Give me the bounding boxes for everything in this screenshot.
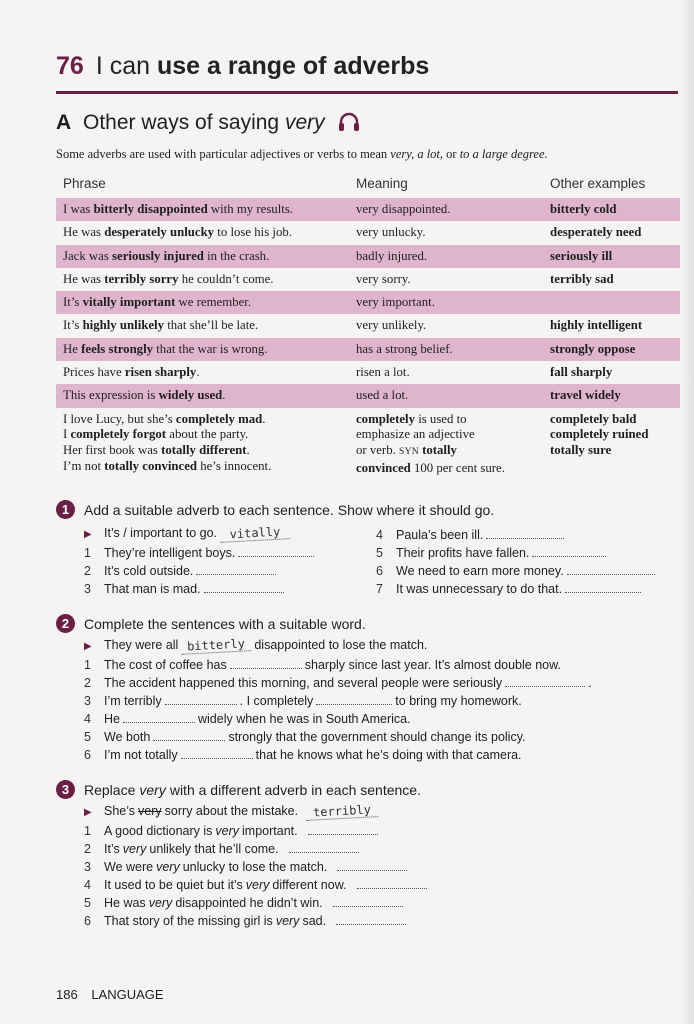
question-text: I’m terribly — [104, 694, 162, 708]
item-number: 4 — [376, 528, 383, 542]
meaning-bold: convinced — [356, 461, 411, 476]
last-meaning-cell — [356, 412, 505, 477]
section-a-heading — [56, 111, 360, 138]
phrase-bold: totally different — [161, 443, 247, 458]
item-number: 6 — [84, 914, 91, 928]
item-number: 4 — [84, 878, 91, 892]
answer-blank[interactable] — [308, 822, 378, 835]
question-text: Paula’s been ill. — [396, 528, 484, 542]
table-row — [56, 291, 680, 314]
question-text: It used to be quiet but it’s — [104, 878, 243, 892]
question-text: She’s — [104, 804, 136, 818]
exercise-item — [84, 894, 406, 910]
question-text: strongly that the government should change its policy. — [228, 730, 526, 744]
answer-blank[interactable] — [230, 656, 302, 669]
question-text: The cost of coffee has — [104, 658, 227, 672]
item-number: 6 — [376, 564, 383, 578]
phrase-bold: bitterly disappointed — [93, 202, 208, 216]
exercise-item — [84, 858, 410, 874]
phrase-text: we remember. — [175, 295, 252, 310]
question-text: that he knows what he’s doing with that camera. — [255, 748, 522, 762]
phrase-bold: completely forgot — [70, 427, 167, 442]
phrase-cell — [63, 202, 293, 217]
example-cell: bitterly cold — [550, 202, 617, 216]
question-italic: very — [122, 842, 147, 856]
phrase-text: that she’ll be late. — [164, 318, 259, 333]
phrase-text: . — [246, 443, 250, 458]
phrase-text: . — [196, 365, 200, 380]
exercise-instruction: Complete the sentences with a suitable word. — [84, 615, 366, 632]
phrase-bold: desperately unlucky — [104, 225, 215, 240]
exercise-item — [84, 876, 430, 892]
question-text: That man is mad. — [104, 582, 201, 596]
phrase-text: in the crash. — [203, 248, 270, 263]
phrase-text: that the war is wrong. — [153, 341, 268, 356]
footer-section: LANGUAGE — [91, 987, 164, 1002]
exercise-item — [84, 710, 411, 726]
example-cell: terribly sad — [550, 271, 614, 286]
meaning-text: 100 per cent sure. — [410, 461, 505, 476]
table-row — [56, 361, 680, 384]
exercise-2-example — [84, 638, 427, 653]
exercise-item — [376, 544, 609, 560]
question-text: disappointed he didn’t win. — [175, 896, 323, 910]
exercise-item — [84, 562, 279, 578]
item-number: 2 — [84, 842, 91, 856]
answer-blank[interactable] — [165, 692, 237, 705]
struck-word: very — [138, 804, 162, 818]
question-text: A good dictionary is — [104, 824, 213, 838]
section-heading-italic: very — [284, 111, 325, 134]
example-cell: seriously ill — [550, 248, 613, 263]
exercise-item — [84, 580, 287, 596]
header-phrase: Phrase — [63, 176, 106, 191]
question-italic: very — [215, 824, 240, 838]
example-text: completely ruined — [550, 427, 649, 442]
exercise-item — [84, 822, 381, 838]
phrase-text: It’s — [63, 295, 83, 310]
table-header — [56, 176, 680, 194]
phrase-bold: vitally important — [82, 295, 176, 310]
exercise-number: 1 — [56, 500, 75, 519]
answer-blank[interactable] — [532, 544, 606, 557]
exercise-item — [84, 674, 592, 690]
item-number: 2 — [84, 676, 91, 690]
meaning-text: or verb. — [356, 443, 399, 458]
answer-blank[interactable] — [565, 580, 641, 593]
example-cell: highly intelligent — [550, 318, 643, 333]
section-letter: A — [56, 111, 72, 134]
phrase-cell — [63, 272, 274, 287]
phrase-text: I — [63, 427, 71, 442]
exercise-1-heading — [56, 500, 494, 519]
unit-title-bold: use a range of adverbs — [156, 52, 430, 80]
page-footer — [56, 987, 164, 1002]
question-text: He — [104, 712, 120, 726]
question-text: I’m not totally — [104, 748, 178, 762]
phrase-cell — [63, 295, 251, 310]
question-text: widely when he was in South America. — [197, 712, 411, 726]
table-row — [56, 384, 680, 407]
page-title — [56, 52, 429, 81]
meaning-text: is used to — [415, 411, 467, 426]
question-text: It’s — [104, 842, 120, 856]
headphones-icon[interactable] — [338, 112, 360, 138]
phrase-text: . — [222, 388, 226, 403]
exercise-item — [376, 526, 567, 542]
phrase-text: Jack was — [63, 248, 113, 263]
phrase-text: to lose his job. — [214, 225, 292, 240]
unit-prefix: I can — [95, 52, 151, 80]
item-number: 3 — [84, 860, 91, 874]
answer-blank[interactable] — [123, 710, 195, 723]
phrase-cell — [63, 318, 258, 333]
title-rule — [56, 91, 678, 94]
exercise-instruction: Add a suitable adverb to each sentence. Show where it should go. — [84, 501, 495, 518]
phrase-text: . — [262, 411, 266, 426]
answer-blank[interactable] — [357, 876, 427, 889]
intro-example-1: very, a lot, — [390, 147, 444, 161]
exercise-item — [84, 544, 317, 560]
question-italic: very — [148, 896, 173, 910]
question-text: disappointed to lose the match. — [254, 638, 428, 652]
phrase-text: Prices have — [63, 365, 125, 380]
question-text: It’s cold outside. — [104, 564, 194, 578]
answer-blank[interactable] — [567, 562, 655, 575]
answer-field[interactable]: vitally — [220, 524, 291, 543]
meaning-cell: used a lot. — [356, 388, 409, 403]
question-text: They’re intelligent boys. — [104, 546, 236, 560]
example-arrow-icon: ▶ — [84, 641, 92, 652]
phrase-text: I’m not — [63, 459, 105, 474]
answer-blank[interactable] — [316, 692, 392, 705]
exercise-number: 2 — [56, 614, 75, 633]
exercise-number: 3 — [56, 780, 75, 799]
meaning-bold: completely — [356, 411, 415, 426]
answer-blank[interactable] — [486, 526, 564, 539]
meaning-bold: totally — [422, 443, 457, 458]
intro-or: or — [446, 147, 457, 161]
question-text: to bring my homework. — [395, 694, 522, 708]
question-text: . I completely — [239, 694, 314, 708]
exercise-item — [84, 912, 409, 928]
question-text: sad. — [302, 914, 327, 928]
answer-blank[interactable] — [505, 674, 585, 687]
phrase-cell — [63, 388, 225, 403]
answer-blank[interactable] — [196, 562, 276, 575]
question-italic: very — [245, 878, 270, 892]
example-cell: travel widely — [550, 388, 621, 403]
phrase-bold: completely mad — [175, 411, 263, 426]
question-italic: very — [156, 860, 180, 874]
phrase-text: It’s — [63, 318, 83, 333]
example-cell: desperately need — [550, 225, 642, 240]
table-row — [56, 338, 680, 361]
item-number: 6 — [84, 748, 91, 762]
phrase-bold: seriously injured — [112, 248, 204, 263]
question-text: sharply since last year. It’s almost double now. — [304, 658, 561, 672]
phrase-text: This expression is — [63, 388, 159, 403]
example-arrow-icon: ▶ — [84, 529, 92, 540]
phrase-text: He — [63, 341, 82, 356]
phrase-text: he couldn’t come. — [178, 271, 274, 286]
exercise-item — [84, 840, 362, 856]
phrase-bold: totally convinced — [104, 459, 198, 474]
phrase-text: with my results. — [207, 202, 293, 216]
question-italic: very — [275, 914, 300, 928]
phrase-cell — [63, 365, 200, 380]
meaning-cell: very unlucky. — [356, 225, 426, 240]
exercise-item — [376, 580, 644, 596]
example-text: totally sure — [550, 443, 612, 458]
question-text: The accident happened this morning, and several people were seriously — [104, 676, 503, 690]
question-text: We both — [104, 730, 151, 744]
item-number: 1 — [84, 658, 91, 672]
item-number: 1 — [84, 824, 91, 838]
intro-text: Some adverbs are used with particular adjectives or verbs to mean — [56, 147, 388, 161]
meaning-cell: very important. — [356, 295, 435, 310]
item-number: 7 — [376, 582, 383, 596]
table-row — [56, 245, 680, 268]
last-examples-cell — [550, 412, 648, 459]
phrase-bold: terribly sorry — [104, 271, 179, 286]
answer-blank[interactable] — [204, 580, 284, 593]
example-arrow-icon: ▶ — [84, 807, 92, 818]
item-number: 3 — [84, 582, 91, 596]
unit-number: 76 — [56, 52, 84, 80]
item-number: 2 — [84, 564, 91, 578]
exercise-item — [376, 562, 658, 578]
question-text: He was — [104, 896, 146, 910]
phrase-text: I love Lucy, but she’s — [63, 411, 176, 426]
page-edge-shadow — [680, 0, 694, 1024]
item-number: 5 — [84, 896, 91, 910]
phrase-text: about the party. — [166, 427, 249, 442]
question-text: unlikely that he’ll come. — [149, 842, 279, 856]
phrase-cell — [63, 342, 267, 357]
example-text: completely bald — [550, 411, 637, 426]
answer-blank[interactable] — [337, 858, 407, 871]
exercise-instruction: Replace — [84, 781, 136, 798]
exercise-item — [84, 728, 526, 744]
table-row — [56, 314, 680, 337]
meaning-cell: has a strong belief. — [356, 341, 453, 356]
item-number: 4 — [84, 712, 91, 726]
meaning-cell: risen a lot. — [356, 365, 410, 380]
header-meaning: Meaning — [356, 176, 408, 191]
answer-blank[interactable] — [153, 728, 225, 741]
phrase-text: He was — [63, 225, 105, 240]
item-number: 3 — [84, 694, 91, 708]
exercise-1-example — [84, 526, 293, 541]
last-phrase-cell — [63, 412, 271, 475]
meaning-cell: badly injured. — [356, 248, 428, 263]
phrase-text: Her first book was — [63, 443, 162, 458]
exercise-instruction: with a different adverb in each sentence. — [169, 781, 421, 798]
question-text: It was unnecessary to do that. — [396, 582, 563, 596]
question-text: Their profits have fallen. — [396, 546, 530, 560]
meaning-text: emphasize an adjective — [356, 427, 475, 442]
phrase-bold: feels strongly — [81, 341, 154, 356]
example-cell: fall sharply — [550, 365, 613, 380]
answer-blank[interactable] — [238, 544, 314, 557]
intro-example-2: to a large degree. — [459, 147, 548, 161]
exercise-item — [84, 656, 561, 672]
phrase-bold: risen sharply — [124, 365, 197, 380]
question-text: sorry about the mistake. — [164, 804, 299, 818]
question-text: unlucky to lose the match. — [182, 860, 328, 874]
question-text: They were all — [104, 638, 179, 652]
answer-blank[interactable] — [336, 912, 406, 925]
phrase-bold: widely used — [158, 388, 223, 403]
table-row — [56, 221, 680, 244]
question-text: We were — [104, 860, 154, 874]
syn-label: SYN — [399, 447, 419, 458]
exercise-item — [84, 746, 522, 762]
exercise-2-heading — [56, 614, 366, 633]
meaning-cell: very unlikely. — [356, 318, 427, 333]
table-row — [56, 198, 680, 221]
item-number: 5 — [376, 546, 383, 560]
phrase-text: he’s innocent. — [197, 459, 272, 474]
answer-blank[interactable] — [333, 894, 403, 907]
phrase-bold: highly unlikely — [82, 318, 164, 333]
header-examples: Other examples — [550, 176, 646, 191]
phrase-cell — [63, 225, 292, 240]
question-text: It’s / important to go. — [104, 526, 218, 540]
question-text: . — [588, 676, 592, 690]
meaning-cell: very sorry. — [356, 271, 411, 286]
question-text: We need to earn more money. — [396, 564, 564, 578]
section-heading-text: Other ways of saying — [83, 111, 280, 134]
question-text: important. — [242, 824, 298, 838]
exercise-3-example — [84, 804, 381, 819]
table-row — [56, 268, 680, 291]
table-row-last — [56, 408, 680, 476]
question-text: That story of the missing girl is — [104, 914, 273, 928]
exercise-item — [84, 692, 522, 708]
question-text: different now. — [272, 878, 347, 892]
example-cell: strongly oppose — [550, 341, 636, 356]
answer-blank[interactable] — [289, 840, 359, 853]
phrase-text: He was — [63, 271, 105, 286]
answer-field[interactable]: terribly — [306, 802, 379, 821]
phrase-cell — [63, 249, 269, 264]
exercise-3-heading — [56, 780, 421, 799]
section-intro — [56, 147, 548, 162]
phrase-text: I was — [63, 202, 94, 216]
answer-field[interactable]: bitterly — [181, 636, 252, 655]
adverbs-table — [56, 198, 680, 476]
item-number: 5 — [84, 730, 91, 744]
meaning-cell: very disappointed. — [356, 202, 451, 216]
item-number: 1 — [84, 546, 91, 560]
page-number: 186 — [56, 987, 78, 1002]
answer-blank[interactable] — [181, 746, 253, 759]
exercise-instruction-italic: very — [139, 781, 166, 798]
